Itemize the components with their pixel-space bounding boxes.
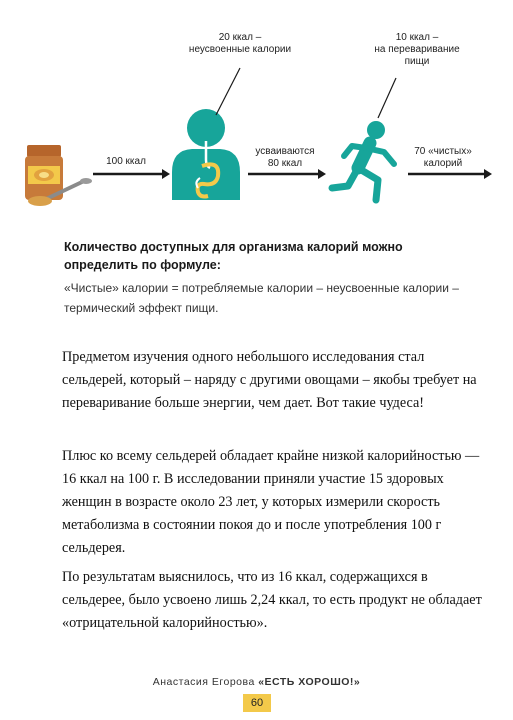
digestion-label-line2: на переваривание xyxy=(374,44,460,55)
page-footer xyxy=(0,676,513,688)
page-number: 60 xyxy=(243,694,271,712)
arrow-food-to-body xyxy=(93,169,170,179)
peanut-butter-jar-icon xyxy=(25,145,92,206)
footer-book-title: «ЕСТЬ ХОРОШО!» xyxy=(258,676,361,688)
clean-calories-label xyxy=(404,146,482,170)
digestion-label-line1: 10 ккал – xyxy=(395,32,439,43)
undigested-label xyxy=(170,32,310,56)
arrow-body-to-runner xyxy=(248,169,326,179)
undigested-label-line1: 20 ккал – xyxy=(218,32,262,43)
pointer-line-undigested xyxy=(216,68,240,115)
absorbed-label xyxy=(246,146,324,170)
pointer-line-digestion xyxy=(378,78,396,118)
arrow-runner-to-result xyxy=(408,169,492,179)
food-kcal-label: 100 ккал xyxy=(106,156,146,167)
digestion-label-line3: пищи xyxy=(404,56,430,67)
absorbed-label-line2: 80 ккал xyxy=(267,158,303,169)
absorbed-label-line1: усваиваются xyxy=(255,146,315,157)
digestion-label xyxy=(352,32,482,68)
formula-text: «Чистые» калории = потребляемые калории – неусвоенные калории – термический эффект пищи. xyxy=(64,281,459,315)
running-person-icon xyxy=(332,121,394,200)
undigested-label-line2: неусвоенные калории xyxy=(188,44,292,55)
clean-calories-line1: 70 «чистых» xyxy=(414,146,472,157)
human-digestion-icon xyxy=(172,109,240,200)
paragraph-2: Плюс ко всему сельдерей обладает крайне низкой калорийностью — 16 ккал на 100 г. В исследовании приняли участие 15 здоровых женщин в возрасте около 23 лет, у которых измерили скорость метаболизма в состоянии покоя до и после употребления 100 г сельдерея. xyxy=(62,448,480,556)
calorie-diagram xyxy=(0,0,513,230)
paragraph-3: По результатам выяснилось, что из 16 ккал, содержащихся в сельдерее, было усвоено лишь 2,24 ккал, то есть продукт не обладает «отрицательной калорийностью». xyxy=(62,569,482,631)
footer-author: Анастасия Егорова xyxy=(152,676,255,688)
clean-calories-line2: калорий xyxy=(423,158,463,169)
formula-heading: Количество доступных для организма калорий можно определить по формуле: xyxy=(64,240,403,272)
paragraph-1: Предметом изучения одного небольшого исследования стал сельдерей, который – наряду с другими овощами – якобы требует на переваривание больше энергии, чем дает. Вот такие чудеса! xyxy=(62,349,477,411)
